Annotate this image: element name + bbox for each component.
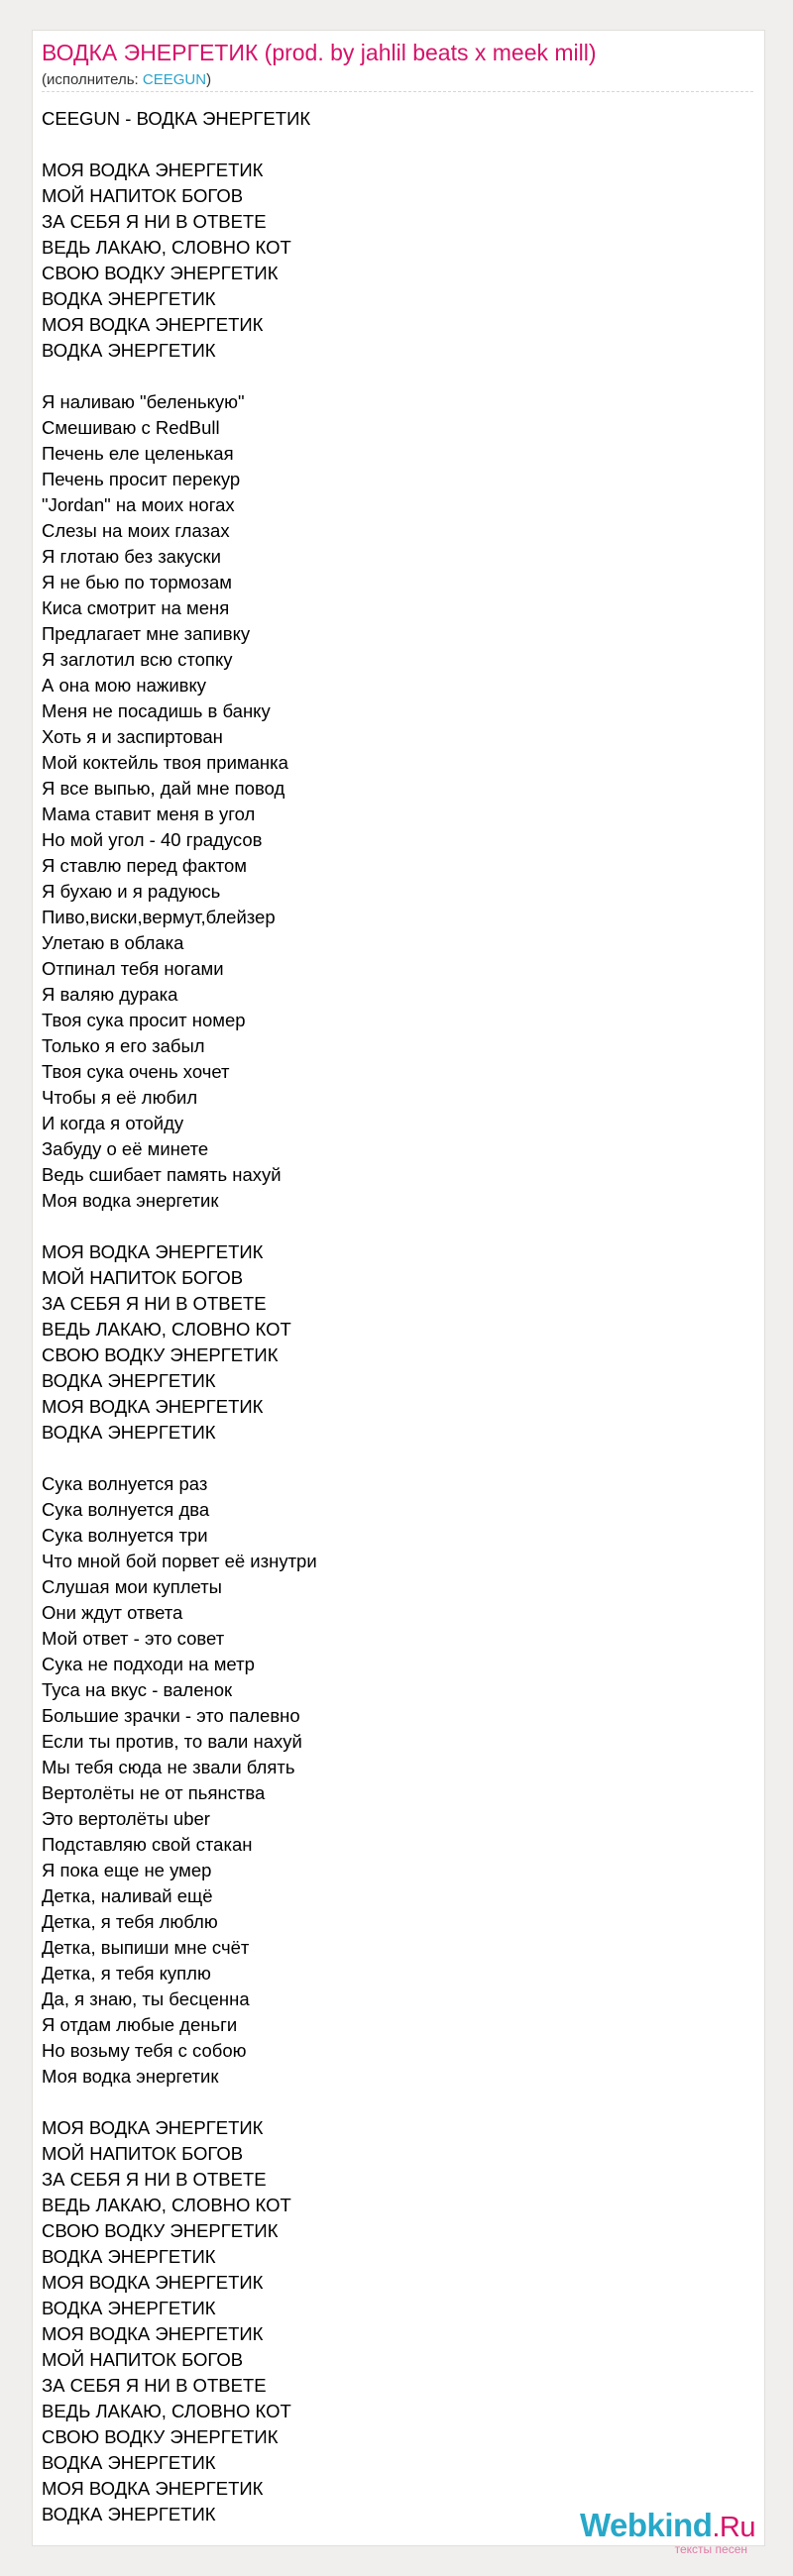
site-tagline: тексты песен xyxy=(674,2542,747,2556)
artist-prefix: (исполнитель: xyxy=(42,71,143,88)
title-divider xyxy=(42,91,753,92)
artist-link[interactable]: CEEGUN xyxy=(142,71,207,88)
artist-line xyxy=(42,71,211,88)
site-brand[interactable] xyxy=(577,2507,755,2556)
site-logo-name: Webkind xyxy=(579,2507,713,2543)
site-logo[interactable] xyxy=(580,2507,755,2546)
lyrics-text: CEEGUN - ВОДКА ЭНЕРГЕТИК МОЯ ВОДКА ЭНЕРГЕТИК МОЙ НАПИТОК БОГОВ ЗА СЕБЯ Я НИ В ОТВЕТЕ ВЕДЬ ЛАКАЮ, СЛОВНО КОТ СВОЮ ВОДКУ ЭНЕРГЕТИК ВОДКА ЭНЕРГЕТИК МОЯ ВОДКА ЭНЕРГЕТИК ВОДКА ЭНЕРГЕТИК Я наливаю "беленькую" Смешиваю с RedBull Печень еле целенькая Печень просит перекур "Jordan" на моих ногах Слезы на моих глазах Я глотаю без закуски Я не бью по тормозам Киса смотрит на меня Предлагает мне запивку Я заглотил всю стопку А она мою наживку Меня не посадишь в банку Хоть я и заспиртован Мой коктейль твоя приманка Я все выпью, дай мне повод Мама ставит меня в угол Но мой угол - 40 градусов Я ставлю перед фактом Я бухаю и я радуюсь Пиво,виски,вермут,блейзер Улетаю в облака Отпинал тебя ногами Я валяю дурака Твоя сука просит номер Только я его забыл Твоя сука очень хочет Чтобы я её любил И когда я отойду Забуду о её минете Ведь сшибает память нахуй Моя водка энергетик МОЯ ВОДКА ЭНЕРГЕТИК МОЙ НАПИТОК БОГОВ ЗА СЕБЯ Я НИ В ОТВЕТЕ ВЕДЬ ЛАКАЮ, СЛОВНО КОТ СВОЮ ВОДКУ ЭНЕРГЕТИК ВОДКА ЭНЕРГЕТИК МОЯ ВОДКА ЭНЕРГЕТИК ВОДКА ЭНЕРГЕТИК Сука волнуется раз Сука волнуется два Сука волнуется три Что мной бой порвет её изнутри Слушая мои куплеты Они ждут ответа Мой ответ - это совет Сука не подходи на метр Туса на вкус - валенок Большие зрачки - это палевно Если ты против, то вали нахуй Мы тебя сюда не звали блять Вертолёты не от пьянства Это вертолёты uber Подставляю свой стакан Я пока еще не умер Детка, наливай ещё Детка, я тебя люблю Детка, выпиши мне счёт Детка, я тебя куплю Да, я знаю, ты бесценна Я отдам любые деньги Но возьму тебя с собою Моя водка энергетик МОЯ ВОДКА ЭНЕРГЕТИК МОЙ НАПИТОК БОГОВ ЗА СЕБЯ Я НИ В ОТВЕТЕ ВЕДЬ ЛАКАЮ, СЛОВНО КОТ СВОЮ ВОДКУ ЭНЕРГЕТИК ВОДКА ЭНЕРГЕТИК МОЯ ВОДКА ЭНЕРГЕТИК ВОДКА ЭНЕРГЕТИК МОЯ ВОДКА ЭНЕРГЕТИК МОЙ НАПИТОК БОГОВ ЗА СЕБЯ Я НИ В ОТВЕТЕ ВЕДЬ ЛАКАЮ, СЛОВНО КОТ СВОЮ ВОДКУ ЭНЕРГЕТИК ВОДКА ЭНЕРГЕТИК МОЯ ВОДКА ЭНЕРГЕТИК ВОДКА ЭНЕРГЕТИК xyxy=(42,108,317,2524)
song-title: ВОДКА ЭНЕРГЕТИК (prod. by jahlil beats x meek mill) xyxy=(42,40,597,65)
artist-suffix: ) xyxy=(206,71,212,88)
site-logo-tld: .Ru xyxy=(712,2512,755,2543)
